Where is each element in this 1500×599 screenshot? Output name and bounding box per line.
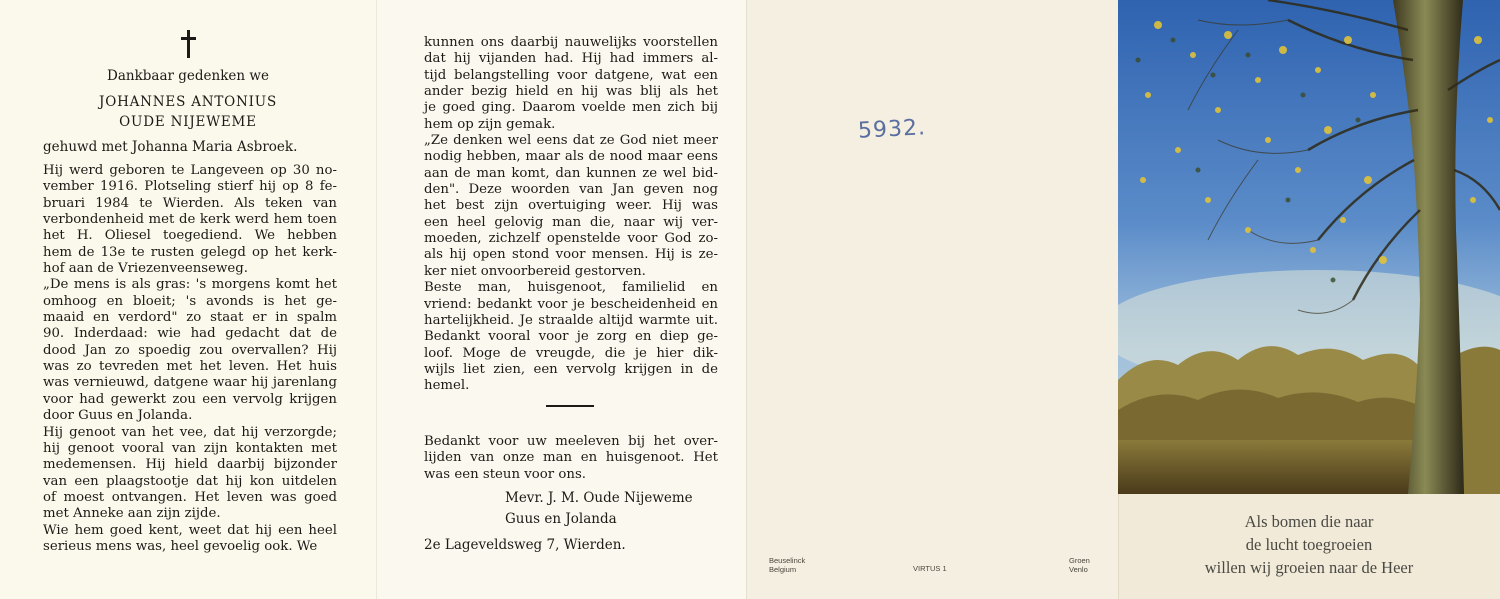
- fold-line: [746, 0, 747, 599]
- text-line: door Guus en Jolanda.: [43, 408, 193, 424]
- text-line: maaid en verdord" zo staat er in spalm: [43, 310, 337, 326]
- text-line: Bedankt voor uw meeleven bij het over-: [424, 434, 718, 449]
- text-line: „De mens is als gras: 's morgens komt het: [43, 277, 337, 293]
- text-line: ker niet onvoorbereid gestorven.: [424, 263, 646, 279]
- text-line: verbondenheid met de kerk werd hem toen: [43, 212, 337, 228]
- text-line: „Ze denken wel eens dat ze God niet meer: [424, 133, 718, 149]
- text-line: den". Deze woorden van Jan geven nog: [424, 182, 718, 198]
- text-line: hem de 13e te rusten gelegd op het kerk-: [43, 244, 337, 260]
- text-line: een heel gelovig man die, naar wij ver-: [424, 214, 718, 230]
- caption-line-3: willen wij groeien naar de Heer: [1204, 558, 1414, 577]
- text-line: dood Jan zo spoedig zou overvallen? Hij: [43, 342, 337, 358]
- printer-mark-center: VIRTUS 1: [913, 564, 947, 573]
- printer-mark-right-line-2: Venlo: [1069, 565, 1088, 574]
- obituary-text-column-1: [43, 163, 337, 555]
- text-line: aan de man komt, dan kunnen ze wel bid-: [424, 165, 718, 181]
- spouse-line: gehuwd met Johanna Maria Asbroek.: [43, 139, 298, 155]
- text-line: hartelijkheid. Je straalde altijd warmte uit.: [424, 312, 718, 328]
- text-line: Hij genoot van het vee, dat hij verzorgde;: [43, 424, 337, 440]
- name-line-1: JOHANNES ANTONIUS: [98, 94, 278, 110]
- text-line: 90. Inderdaad: wie had gedacht dat de: [43, 326, 337, 342]
- text-line: lijden van onze man en huisgenoot. Het: [424, 450, 718, 466]
- cover-caption: [1118, 510, 1500, 579]
- text-line: vriend: bedankt voor je bescheidenheid en: [424, 296, 718, 312]
- printer-mark-right-line-1: Groen: [1069, 556, 1090, 565]
- text-line: vember 1916. Plotseling stierf hij op 8 fe-: [43, 179, 337, 195]
- printer-mark-right: [1069, 556, 1090, 574]
- text-line: serieus mens was, heel gevoelig ook. We: [43, 538, 318, 554]
- text-line: was zo tevreden met het leven. Het huis: [43, 359, 337, 375]
- text-line: loof. Moge de vreugde, die je hier dik-: [424, 345, 718, 361]
- text-line: ander bezig hield en hij was blij als het: [424, 84, 718, 100]
- text-line: medemensen. Hij hield daarbij bijzonder: [43, 457, 337, 473]
- text-line: nodig hebben, maar als de nood maar eens: [424, 149, 718, 165]
- text-line: hem op zijn gemak.: [424, 116, 556, 132]
- text-line: kunnen ons daarbij nauwelijks voorstellen: [424, 35, 718, 50]
- printer-mark-left: [769, 556, 805, 574]
- printer-mark-left-line-1: Beuselinck: [769, 556, 806, 565]
- text-line: tijd belangstelling voor datgene, wat een: [424, 67, 718, 83]
- caption-line-2: de lucht toegroeien: [1245, 535, 1373, 554]
- signature-line-1: Mevr. J. M. Oude Nijeweme: [505, 490, 693, 506]
- printer-mark-left-line-2: Belgium: [769, 565, 797, 574]
- text-line: hij genoot vooral van zijn kontakten met: [43, 440, 337, 456]
- address-line: 2e Lageveldsweg 7, Wierden.: [424, 537, 626, 553]
- text-line: hof aan de Vriezenveenseweg.: [43, 261, 248, 277]
- text-line: was een steun voor ons.: [424, 466, 587, 482]
- text-line: bruari 1984 te Wierden. Als teken van: [43, 195, 337, 211]
- text-line: het best zijn overtuiging weer. Hij was: [424, 198, 718, 214]
- text-line: Beste man, huisgenoot, familielid en: [424, 280, 718, 296]
- text-line: hemel.: [424, 378, 470, 394]
- heading: Dankbaar gedenken we: [107, 68, 269, 84]
- cross-icon: [180, 30, 198, 58]
- text-line: Wie hem goed kent, weet dat hij een heel: [43, 522, 337, 538]
- text-line: wijls liet zien, een vervolg krijgen in de: [424, 361, 718, 377]
- caption-line-1: Als bomen die naar: [1244, 512, 1374, 531]
- separator-rule: [546, 405, 594, 407]
- text-line: moeden, zichzelf openstelde voor God zo-: [424, 231, 718, 247]
- text-line: je goed ging. Daarom voelde men zich bij: [424, 100, 718, 116]
- text-line: omhoog en bloeit; 's avonds is het ge-: [43, 293, 337, 309]
- signature-line-2: Guus en Jolanda: [505, 511, 617, 527]
- text-line: van een plaagstootje dat hij kon uitdelen: [43, 473, 337, 489]
- text-line: voor had gewerkt zou een vervolg krijgen: [43, 391, 337, 407]
- tree-photo: [1118, 0, 1500, 494]
- handwritten-number: 5932.: [857, 115, 927, 144]
- text-line: met Anneke aan zijn zijde.: [43, 506, 221, 522]
- name-line-2: OUDE NIJEWEME: [119, 114, 257, 130]
- text-line: of moest ontvangen. Het leven was goed: [43, 489, 337, 505]
- text-line: dat hij vijanden had. Hij had immers al-: [424, 51, 718, 67]
- obituary-text-column-2: [424, 35, 718, 395]
- thanks-text: [424, 434, 718, 483]
- text-line: was vernieuwd, datgene waar hij jarenlang: [43, 375, 337, 391]
- fold-line: [376, 0, 377, 599]
- text-line: Bedankt vooral voor je zorg en diep ge-: [424, 329, 718, 345]
- text-line: Hij werd geboren te Langeveen op 30 no-: [43, 163, 337, 178]
- text-line: het H. Oliesel toegediend. We hebben: [43, 228, 337, 244]
- card-back-panel: [746, 0, 1118, 599]
- text-line: als hij open stond voor mensen. Hij is ze-: [424, 247, 718, 263]
